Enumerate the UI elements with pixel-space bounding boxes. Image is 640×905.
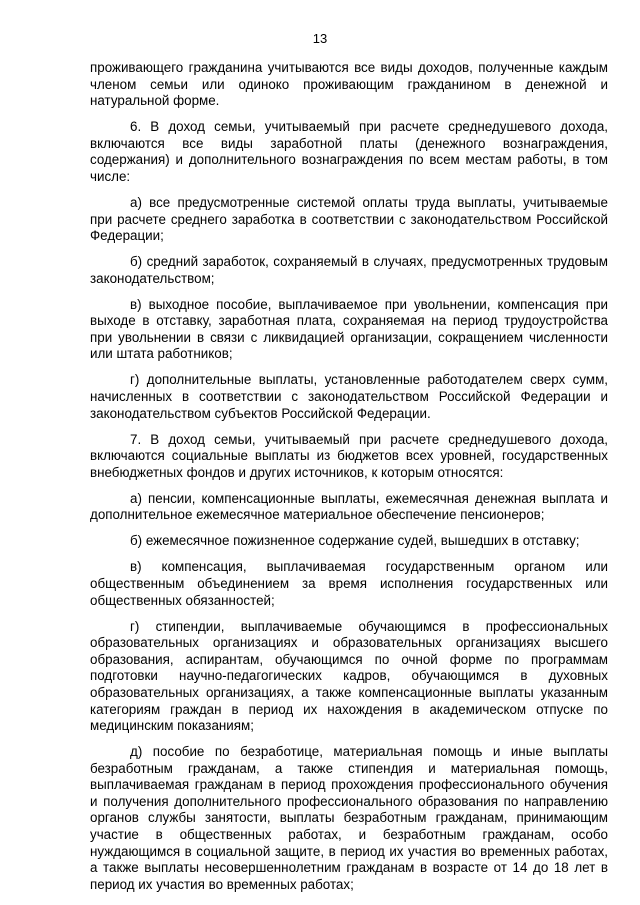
paragraph-item-6a: а) все предусмотренные системой оплаты труда выплаты, учитываемые при расчете среднего заработка в соответствии с законодательством Российской Федерации; — [90, 194, 608, 244]
paragraph-item-6: 6. В доход семьи, учитываемый при расчете среднедушевого дохода, включаются все виды заработной платы (денежного вознаграждения, содержания) и дополнительного вознаграждения по всем местам работы, в том числе: — [90, 119, 608, 184]
paragraph-item-6b: б) средний заработок, сохраняемый в случаях, предусмотренных трудовым законодательством; — [90, 254, 608, 286]
page-number: 13 — [312, 31, 328, 46]
paragraph-item-7v: в) компенсация, выплачиваемая государственным органом или общественным объединением за время исполнения государственных или общественных обязанностей; — [90, 559, 608, 608]
paragraph-item-6g: г) дополнительные выплаты, установленные работодателем сверх сумм, начисленных в соответствии с законодательством Российской Федерации и законодательством субъектов Российской Федерации. — [90, 372, 608, 421]
paragraph-item-7d: д) пособие по безработице, материальная помощь и иные выплаты безработным гражданам, а также стипендия и материальная помощь, выплачиваемая гражданам в период прохождения профессионального обучения и получения дополнительного профессионального образования по направлению органов службы занятости, выплаты безработным гражданам, принимающим участие в общественных работах, и безработным гражданам, особо нуждающимся в социальной защите, в период их участия во временных работах, а также выплаты несовершеннолетним гражданам в возрасте от 14 до 18 лет в период их участия во временных работах; — [90, 744, 608, 892]
paragraph-item-7a: а) пенсии, компенсационные выплаты, ежемесячная денежная выплата и дополнительное ежемесячное материальное обеспечение пенсионеров; — [90, 490, 608, 523]
paragraph-item-7: 7. В доход семьи, учитываемый при расчете среднедушевого дохода, включаются социальные выплаты из бюджетов всех уровней, государственных внебюджетных фондов и других источников, к которым относятся: — [90, 431, 608, 480]
paragraph-continuation: проживающего гражданина учитываются все виды доходов, полученные каждым членом семьи или одиноко проживающим гражданином в денежной и натуральной форме. — [90, 60, 608, 109]
paragraph-item-7b: б) ежемесячное пожизненное содержание судей, вышедших в отставку; — [130, 533, 580, 549]
document-body — [90, 60, 608, 903]
paragraph-item-6v: в) выходное пособие, выплачиваемое при увольнении, компенсация при выходе в отставку, заработная плата, сохраняемая на период трудоустройства при увольнении в связи с ликвидацией организации, сокращением численности или штата работников; — [90, 296, 608, 362]
paragraph-item-7g: г) стипендии, выплачиваемые обучающимся в профессиональных образовательных организациях и образовательных организациях высшего образования, аспирантам, обучающимся по очной форме по программам подготовки научно-педагогических кадров, обучающимся в духовных образовательных организациях, а также компенсационные выплаты указанным категориям граждан в период их нахождения в академическом отпуске по медицинским показаниям; — [90, 618, 608, 734]
